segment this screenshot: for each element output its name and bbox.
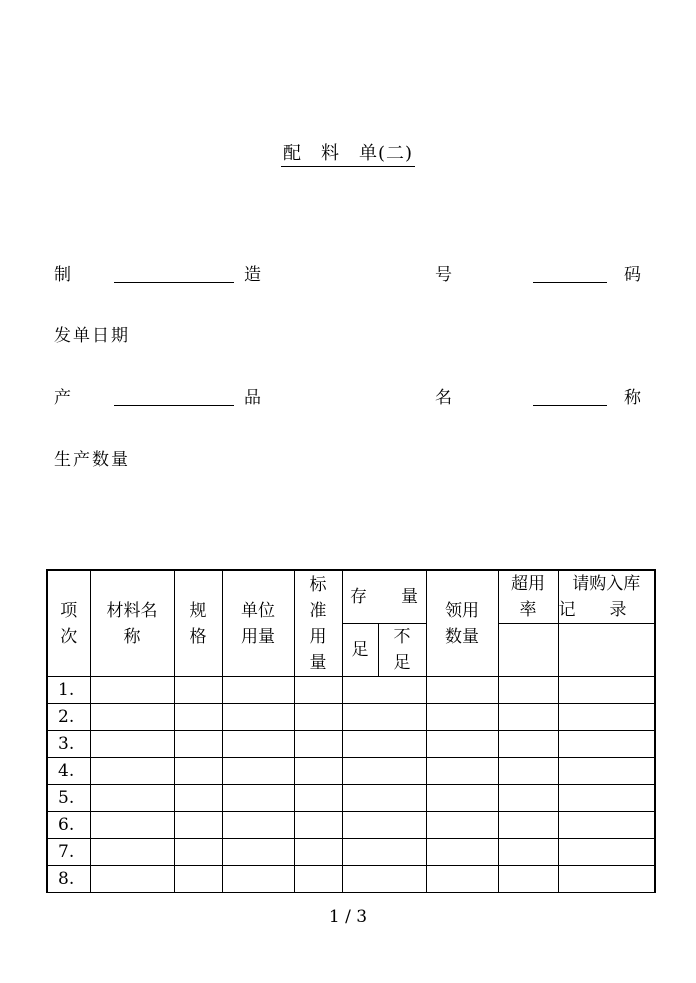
cell[interactable] (498, 704, 558, 731)
header-row (47, 570, 655, 624)
header-purchase-record: 请购入库 记 录 (558, 570, 655, 624)
cell[interactable] (342, 731, 426, 758)
table-row (47, 704, 655, 731)
cell[interactable] (498, 866, 558, 893)
cell[interactable] (222, 758, 294, 785)
cell[interactable] (426, 731, 498, 758)
cell[interactable] (174, 677, 222, 704)
cell[interactable] (222, 704, 294, 731)
cell[interactable] (558, 785, 655, 812)
field-label-quantity: 生产数量 (54, 450, 130, 470)
cell[interactable] (222, 785, 294, 812)
cell[interactable] (558, 677, 655, 704)
blank-line (533, 405, 607, 406)
cell[interactable] (498, 677, 558, 704)
table-row (47, 731, 655, 758)
table-row (47, 839, 655, 866)
header-stock: 存 量 (342, 570, 426, 624)
header-item-no: 项次 (47, 570, 90, 677)
page-title-text: 配 料 单(二) (281, 143, 415, 167)
row-index: 1. (47, 677, 90, 704)
header-standard-usage: 标准用量 (294, 570, 342, 677)
cell[interactable] (90, 677, 174, 704)
cell[interactable] (90, 704, 174, 731)
field-label-pin: 品 (244, 388, 261, 408)
blank-line (114, 282, 234, 283)
cell[interactable] (294, 812, 342, 839)
cell[interactable] (90, 812, 174, 839)
cell[interactable] (90, 758, 174, 785)
cell[interactable] (222, 839, 294, 866)
header-unit-usage: 单位用量 (222, 570, 294, 677)
header-empty-cell (498, 624, 558, 677)
table-row (47, 812, 655, 839)
cell[interactable] (342, 704, 426, 731)
cell[interactable] (174, 758, 222, 785)
header-stock-enough: 足 (342, 624, 378, 677)
row-index: 3. (47, 731, 90, 758)
header-spec: 规格 (174, 570, 222, 677)
table-row (47, 758, 655, 785)
field-label-ma: 码 (624, 265, 641, 285)
cell[interactable] (498, 812, 558, 839)
field-label-zhi: 制 (54, 265, 71, 285)
cell[interactable] (222, 812, 294, 839)
cell[interactable] (174, 731, 222, 758)
cell[interactable] (174, 812, 222, 839)
cell[interactable] (342, 866, 426, 893)
field-label-chan: 产 (54, 388, 71, 408)
cell[interactable] (426, 812, 498, 839)
table-row (47, 866, 655, 893)
cell[interactable] (294, 866, 342, 893)
cell[interactable] (558, 866, 655, 893)
cell[interactable] (90, 839, 174, 866)
field-label-ming: 名 (435, 388, 452, 408)
cell[interactable] (174, 839, 222, 866)
header-material-name: 材料名称 (90, 570, 174, 677)
field-label-zao: 造 (244, 265, 261, 285)
cell[interactable] (498, 785, 558, 812)
cell[interactable] (174, 785, 222, 812)
header-issued-qty: 领用数量 (426, 570, 498, 677)
row-index: 2. (47, 704, 90, 731)
header-overuse-rate: 超用率 (498, 570, 558, 624)
cell[interactable] (294, 758, 342, 785)
cell[interactable] (222, 866, 294, 893)
cell[interactable] (558, 758, 655, 785)
cell[interactable] (342, 677, 426, 704)
cell[interactable] (222, 731, 294, 758)
field-label-cheng: 称 (624, 388, 641, 408)
cell[interactable] (498, 731, 558, 758)
cell[interactable] (426, 758, 498, 785)
header-stock-short: 不足 (378, 624, 426, 677)
cell[interactable] (174, 704, 222, 731)
field-label-hao: 号 (435, 265, 452, 285)
cell[interactable] (558, 839, 655, 866)
cell[interactable] (498, 758, 558, 785)
cell[interactable] (558, 704, 655, 731)
cell[interactable] (342, 785, 426, 812)
cell[interactable] (294, 677, 342, 704)
cell[interactable] (294, 839, 342, 866)
page-number: 1 / 3 (328, 907, 368, 927)
table-row (47, 785, 655, 812)
cell[interactable] (426, 839, 498, 866)
cell[interactable] (294, 731, 342, 758)
cell[interactable] (174, 866, 222, 893)
cell[interactable] (342, 839, 426, 866)
cell[interactable] (426, 677, 498, 704)
cell[interactable] (294, 704, 342, 731)
row-index: 4. (47, 758, 90, 785)
cell[interactable] (342, 758, 426, 785)
cell[interactable] (426, 866, 498, 893)
material-table (46, 569, 656, 893)
row-index: 6. (47, 812, 90, 839)
cell[interactable] (558, 812, 655, 839)
cell[interactable] (90, 866, 174, 893)
cell[interactable] (90, 785, 174, 812)
cell[interactable] (498, 839, 558, 866)
field-label-issue-date: 发单日期 (54, 326, 130, 346)
cell[interactable] (294, 785, 342, 812)
cell[interactable] (342, 812, 426, 839)
row-index: 5. (47, 785, 90, 812)
row-index: 7. (47, 839, 90, 866)
cell[interactable] (426, 704, 498, 731)
table-row (47, 677, 655, 704)
page-title (0, 139, 696, 165)
row-index: 8. (47, 866, 90, 893)
cell[interactable] (90, 731, 174, 758)
header-empty-cell (558, 624, 655, 677)
cell[interactable] (558, 731, 655, 758)
blank-line (114, 405, 234, 406)
cell[interactable] (426, 785, 498, 812)
blank-line (533, 282, 607, 283)
cell[interactable] (222, 677, 294, 704)
